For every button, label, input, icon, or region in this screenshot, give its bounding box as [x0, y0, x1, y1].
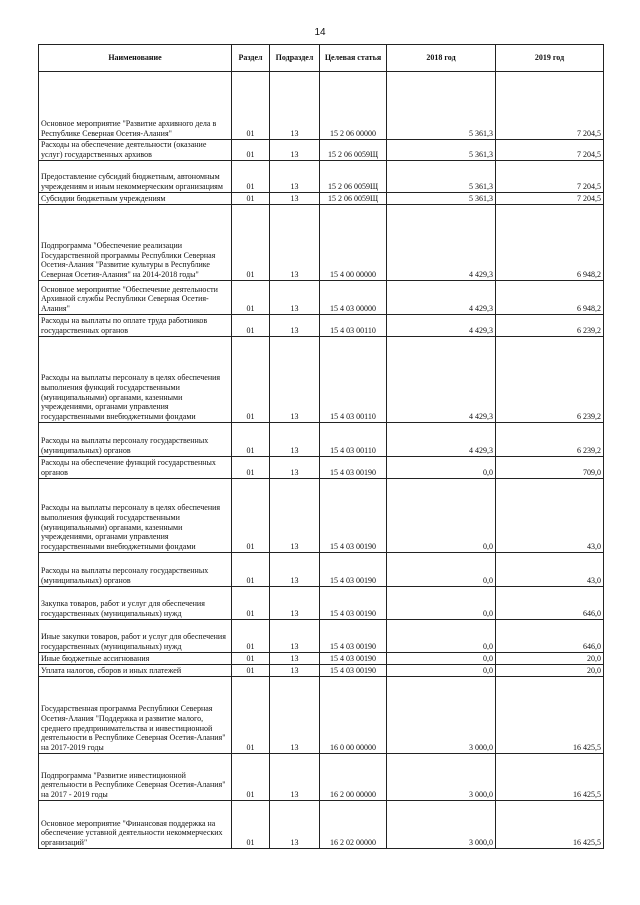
row-section: 01 [232, 457, 270, 479]
row-2018: 5 361,3 [387, 161, 496, 193]
row-2019: 43,0 [496, 553, 604, 587]
row-target: 15 4 03 00110 [320, 337, 387, 423]
row-target: 15 4 03 00110 [320, 315, 387, 337]
row-2018: 5 361,3 [387, 140, 496, 161]
row-name: Подпрограмма "Развитие инвестиционной деятельности в Республике Северная Осетия-Алания" на 2017 - 2019 годы [39, 754, 232, 801]
table-row [39, 315, 604, 337]
row-target: 15 4 03 00190 [320, 479, 387, 553]
header-2019: 2019 год [496, 45, 604, 72]
row-2018: 0,0 [387, 620, 496, 653]
row-2019: 6 239,2 [496, 337, 604, 423]
table-row [39, 677, 604, 754]
row-subsection: 13 [270, 72, 320, 140]
page-number: 14 [314, 27, 326, 38]
row-2019: 16 425,5 [496, 677, 604, 754]
row-section: 01 [232, 553, 270, 587]
row-section: 01 [232, 140, 270, 161]
row-name: Основное мероприятие "Финансовая поддержка на обеспечение уставной деятельности некоммерческих организаций" [39, 801, 232, 849]
row-2019: 646,0 [496, 587, 604, 620]
row-subsection: 13 [270, 337, 320, 423]
row-target: 15 4 03 00190 [320, 553, 387, 587]
row-name: Расходы на выплаты персоналу в целях обеспечения выполнения функций государственными (муниципальными) органами, казенными учреждениями, органами управления государственными внебюджетными фондами [39, 479, 232, 553]
row-subsection: 13 [270, 653, 320, 665]
row-name: Расходы на обеспечение деятельности (оказание услуг) государственных архивов [39, 140, 232, 161]
table-row [39, 553, 604, 587]
row-name: Государственная программа Республики Северная Осетия-Алания "Поддержка и развитие малого, среднего предпринимательства и инвестиционной деятельности в Республике Северная Осетия-Алания" на 2017-2019 годы [39, 677, 232, 754]
row-section: 01 [232, 281, 270, 315]
row-2018: 0,0 [387, 665, 496, 677]
row-target: 16 2 00 00000 [320, 754, 387, 801]
row-2019: 7 204,5 [496, 72, 604, 140]
row-2019: 6 948,2 [496, 281, 604, 315]
row-section: 01 [232, 72, 270, 140]
row-section: 01 [232, 161, 270, 193]
table-row [39, 665, 604, 677]
budget-table [38, 44, 604, 849]
row-name: Закупка товаров, работ и услуг для обеспечения государственных (муниципальных) нужд [39, 587, 232, 620]
table-row [39, 653, 604, 665]
row-subsection: 13 [270, 161, 320, 193]
row-2018: 5 361,3 [387, 193, 496, 205]
row-subsection: 13 [270, 754, 320, 801]
table-row [39, 457, 604, 479]
row-2019: 6 239,2 [496, 423, 604, 457]
table-row [39, 620, 604, 653]
row-2018: 0,0 [387, 479, 496, 553]
row-section: 01 [232, 315, 270, 337]
table-row [39, 754, 604, 801]
row-section: 01 [232, 193, 270, 205]
row-subsection: 13 [270, 423, 320, 457]
row-name: Иные бюджетные ассигнования [39, 653, 232, 665]
row-2019: 20,0 [496, 653, 604, 665]
row-2019: 43,0 [496, 479, 604, 553]
row-subsection: 13 [270, 801, 320, 849]
row-subsection: 13 [270, 193, 320, 205]
table-row [39, 479, 604, 553]
row-target: 15 2 06 0059Щ [320, 161, 387, 193]
table-row [39, 281, 604, 315]
row-2019: 7 204,5 [496, 140, 604, 161]
row-2018: 4 429,3 [387, 315, 496, 337]
row-target: 15 2 06 0059Щ [320, 140, 387, 161]
table-header-row [39, 45, 604, 72]
row-section: 01 [232, 337, 270, 423]
row-2019: 646,0 [496, 620, 604, 653]
row-target: 15 4 03 00000 [320, 281, 387, 315]
row-target: 15 2 06 00000 [320, 72, 387, 140]
row-2019: 6 948,2 [496, 205, 604, 281]
row-2019: 7 204,5 [496, 193, 604, 205]
row-2018: 4 429,3 [387, 281, 496, 315]
row-subsection: 13 [270, 479, 320, 553]
row-subsection: 13 [270, 553, 320, 587]
row-section: 01 [232, 423, 270, 457]
table-row [39, 587, 604, 620]
row-2019: 709,0 [496, 457, 604, 479]
row-2018: 0,0 [387, 587, 496, 620]
row-name: Расходы на выплаты по оплате труда работников государственных органов [39, 315, 232, 337]
table-row [39, 161, 604, 193]
row-2018: 3 000,0 [387, 677, 496, 754]
row-name: Расходы на выплаты персоналу государственных (муниципальных) органов [39, 553, 232, 587]
row-subsection: 13 [270, 677, 320, 754]
row-target: 15 4 03 00190 [320, 653, 387, 665]
row-name: Субсидии бюджетным учреждениям [39, 193, 232, 205]
row-2018: 0,0 [387, 457, 496, 479]
table-row [39, 72, 604, 140]
row-subsection: 13 [270, 281, 320, 315]
row-section: 01 [232, 801, 270, 849]
row-2018: 4 429,3 [387, 205, 496, 281]
row-name: Подпрограмма "Обеспечение реализации Государственной программы Республики Северная Осетия-Алания "Развитие культуры в Республике Северная Осетия-Алания" на 2014-2018 годы" [39, 205, 232, 281]
row-name: Уплата налогов, сборов и иных платежей [39, 665, 232, 677]
row-target: 15 2 06 0059Щ [320, 193, 387, 205]
row-2019: 6 239,2 [496, 315, 604, 337]
row-2018: 0,0 [387, 553, 496, 587]
row-name: Основное мероприятие "Развитие архивного дела в Республике Северная Осетия-Алания" [39, 72, 232, 140]
row-section: 01 [232, 587, 270, 620]
header-2018: 2018 год [387, 45, 496, 72]
row-name: Расходы на выплаты персоналу государственных (муниципальных) органов [39, 423, 232, 457]
row-target: 15 4 03 00190 [320, 457, 387, 479]
row-2018: 5 361,3 [387, 72, 496, 140]
row-name: Предоставление субсидий бюджетным, автономным учреждениям и иным некоммерческим организациям [39, 161, 232, 193]
row-target: 15 4 03 00190 [320, 587, 387, 620]
row-2019: 20,0 [496, 665, 604, 677]
row-section: 01 [232, 677, 270, 754]
table-row [39, 205, 604, 281]
row-subsection: 13 [270, 140, 320, 161]
row-subsection: 13 [270, 315, 320, 337]
row-section: 01 [232, 754, 270, 801]
row-target: 16 0 00 00000 [320, 677, 387, 754]
row-section: 01 [232, 205, 270, 281]
table-row [39, 337, 604, 423]
row-section: 01 [232, 665, 270, 677]
row-subsection: 13 [270, 457, 320, 479]
row-2018: 3 000,0 [387, 801, 496, 849]
row-target: 15 4 00 00000 [320, 205, 387, 281]
row-name: Расходы на обеспечение функций государственных органов [39, 457, 232, 479]
row-2018: 0,0 [387, 653, 496, 665]
row-2018: 4 429,3 [387, 423, 496, 457]
header-section: Раздел [232, 45, 270, 72]
header-target: Целевая статья [320, 45, 387, 72]
row-subsection: 13 [270, 620, 320, 653]
row-2018: 4 429,3 [387, 337, 496, 423]
row-2019: 7 204,5 [496, 161, 604, 193]
row-target: 16 2 02 00000 [320, 801, 387, 849]
row-name: Расходы на выплаты персоналу в целях обеспечения выполнения функций государственными (муниципальными) органами, казенными учреждениями, органами управления государственными внебюджетными фондами [39, 337, 232, 423]
header-name: Наименование [39, 45, 232, 72]
row-target: 15 4 03 00190 [320, 620, 387, 653]
table-row [39, 801, 604, 849]
table-row [39, 423, 604, 457]
table-row [39, 140, 604, 161]
row-subsection: 13 [270, 205, 320, 281]
header-subsection: Подраздел [270, 45, 320, 72]
row-2019: 16 425,5 [496, 801, 604, 849]
row-2018: 3 000,0 [387, 754, 496, 801]
row-name: Иные закупки товаров, работ и услуг для обеспечения государственных (муниципальных) нужд [39, 620, 232, 653]
row-target: 15 4 03 00110 [320, 423, 387, 457]
row-subsection: 13 [270, 587, 320, 620]
row-section: 01 [232, 479, 270, 553]
row-target: 15 4 03 00190 [320, 665, 387, 677]
table-row [39, 193, 604, 205]
row-section: 01 [232, 653, 270, 665]
row-subsection: 13 [270, 665, 320, 677]
row-2019: 16 425,5 [496, 754, 604, 801]
row-section: 01 [232, 620, 270, 653]
row-name: Основное мероприятие "Обеспечение деятельности Архивной службы Республики Северная Осетия-Алания" [39, 281, 232, 315]
